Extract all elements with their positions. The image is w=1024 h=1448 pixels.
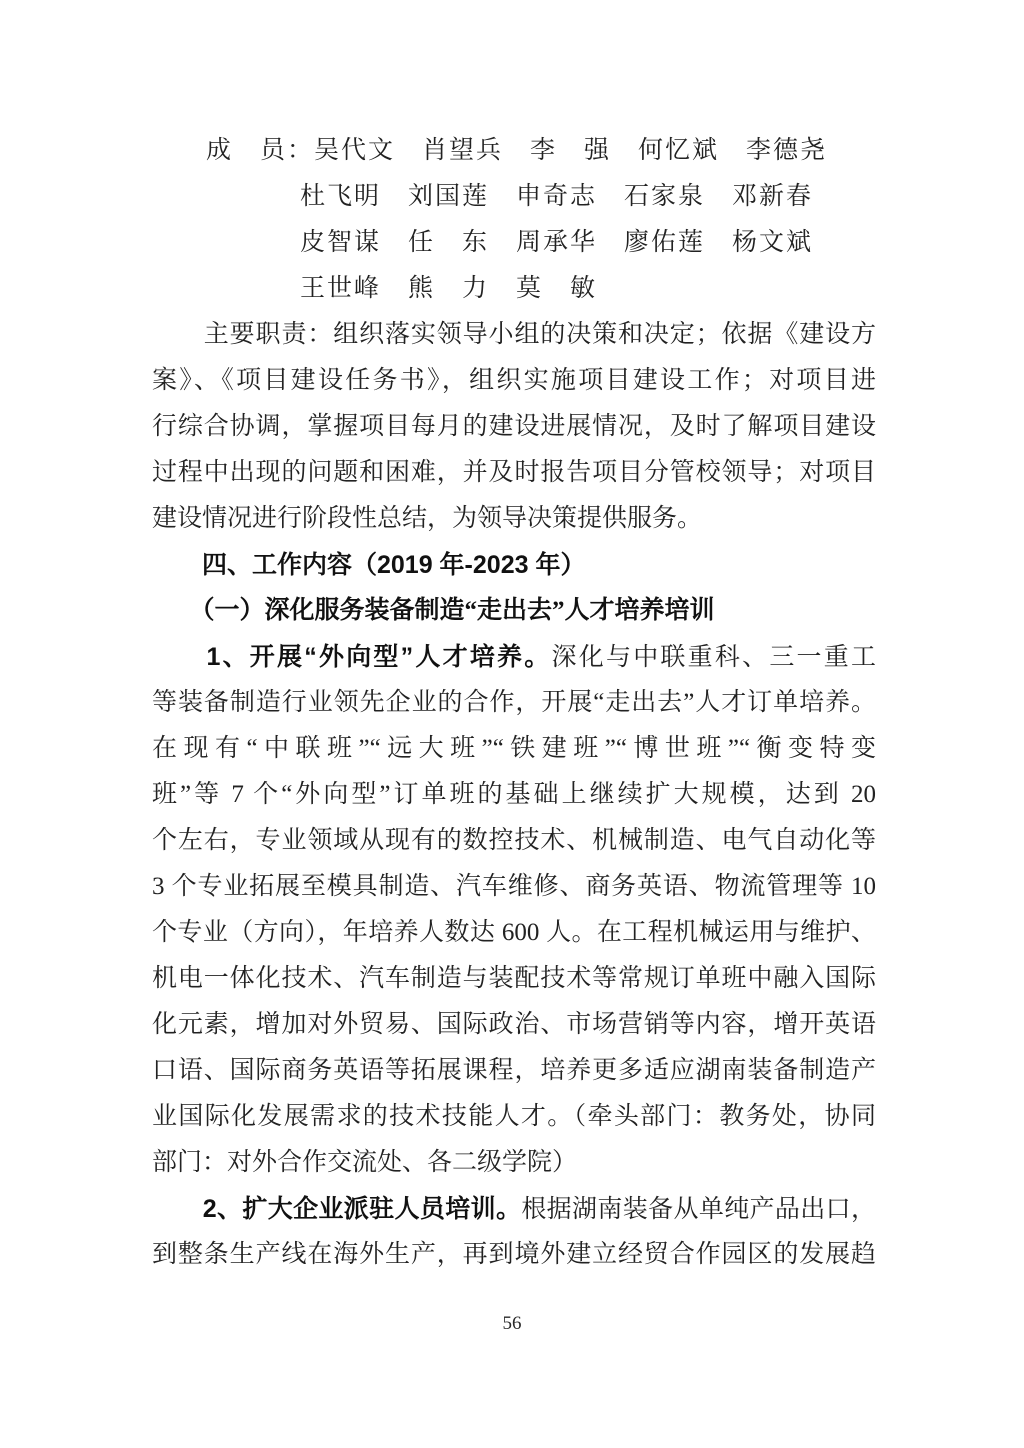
member-line [152, 220, 876, 266]
body-line [152, 404, 876, 450]
text-run: 四、工作内容（2019 年-2023 年） [152, 551, 586, 579]
text-run: 成 员：吴代文 肖望兵 李 强 何忆斌 李德尧 [152, 137, 828, 164]
text-run: 皮智谋 任 东 周承华 廖佑莲 杨文斌 [300, 229, 814, 256]
body-line [152, 1002, 876, 1048]
member-line [152, 266, 876, 312]
body-line [152, 1094, 876, 1140]
body-line [152, 312, 876, 358]
section-heading [152, 542, 876, 588]
member-line [152, 174, 876, 220]
text-run: 3 个专业拓展至模具制造、汽车维修、商务英语、物流管理等 10 [152, 873, 876, 900]
text-run: 化元素，增加对外贸易、国际政治、市场营销等内容，增开英语 [152, 1011, 876, 1038]
body-line [152, 496, 876, 542]
text-run: 在现有“中联班”“远大班”“铁建班”“博世班”“衡变特变 [152, 735, 876, 762]
text-run: 建设情况进行阶段性总结，为领导决策提供服务。 [152, 505, 703, 532]
paragraph-lead-bold: 1、开展“外向型”人才培养。 [206, 643, 552, 671]
body-line [152, 450, 876, 496]
text-run: 个专业（方向），年培养人数达 600 人。在工程机械运用与维护、 [152, 919, 876, 946]
body-line [152, 956, 876, 1002]
text-run: 等装备制造行业领先企业的合作，开展“走出去”人才订单培养。 [152, 689, 876, 716]
text-run: 王世峰 熊 力 莫 敏 [300, 275, 598, 302]
subsection-heading [152, 588, 876, 634]
text-run: 深化与中联重科、三一重工 [551, 644, 876, 671]
body-line [152, 1232, 876, 1278]
body-line [152, 1140, 876, 1186]
text-run [152, 644, 206, 671]
text-run: 过程中出现的问题和困难，并及时报告项目分管校领导；对项目 [152, 459, 876, 486]
text-run: 部门：对外合作交流处、各二级学院） [152, 1149, 578, 1176]
body-line [152, 772, 876, 818]
body-line [152, 818, 876, 864]
text-run: 案》、《项目建设任务书》，组织实施项目建设工作；对项目进 [152, 367, 876, 394]
body-line [152, 1186, 876, 1232]
text-run: 班”等 7 个“外向型”订单班的基础上继续扩大规模，达到 20 [152, 781, 876, 808]
body-line [152, 864, 876, 910]
body-line [152, 358, 876, 404]
text-run: 根据湖南装备从单纯产品出口， [521, 1196, 876, 1223]
body-line [152, 910, 876, 956]
text-run: 行综合协调，掌握项目每月的建设进展情况，及时了解项目建设 [152, 413, 876, 440]
text-run: （一）深化服务装备制造“走出去”人才培养培训 [152, 597, 715, 624]
text-run: 杜飞明 刘国莲 申奇志 石家泉 邓新春 [300, 183, 814, 210]
body-line [152, 726, 876, 772]
text-run: 主要职责：组织落实领导小组的决策和决定；依据《建设方 [152, 321, 876, 348]
text-run [152, 1196, 203, 1223]
document-body [152, 128, 876, 1278]
body-line [152, 680, 876, 726]
body-line [152, 1048, 876, 1094]
member-line [152, 128, 876, 174]
paragraph-lead-bold: 2、扩大企业派驻人员培训。 [202, 1195, 522, 1223]
page-number: 56 [502, 1313, 522, 1334]
text-run: 业国际化发展需求的技术技能人才。（牵头部门：教务处，协同 [152, 1103, 876, 1130]
text-run: 到整条生产线在海外生产，再到境外建立经贸合作园区的发展趋 [152, 1241, 876, 1268]
body-line [152, 634, 876, 680]
text-run: 个左右，专业领域从现有的数控技术、机械制造、电气自动化等 [152, 827, 876, 854]
text-run: 口语、国际商务英语等拓展课程，培养更多适应湖南装备制造产 [152, 1057, 876, 1084]
text-run: 机电一体化技术、汽车制造与装配技术等常规订单班中融入国际 [152, 965, 876, 992]
